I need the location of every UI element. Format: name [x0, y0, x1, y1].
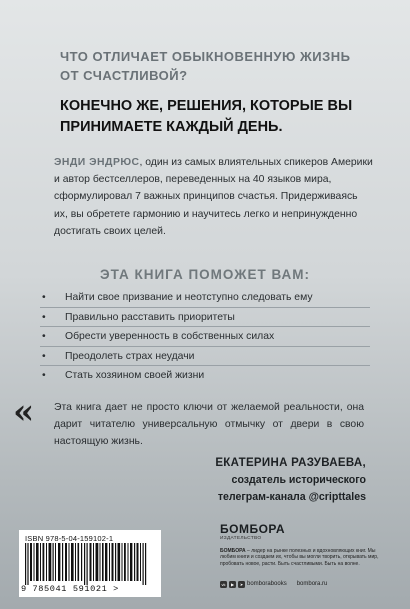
publisher-desc-text: – лидер на рынке полезных и вдохновляющих книг. Мы любим книги и создаем их, чтобы вы могли творить, открывать мир, пробовать новое, расти. Быть счастливыми. Быть на волне.	[220, 548, 379, 567]
bullet-icon: •	[42, 331, 46, 343]
benefits-list	[40, 288, 370, 386]
cover-question	[60, 47, 360, 85]
benefit-text: Найти свое призвание и неотступно следовать ему	[65, 292, 313, 303]
author-name: ЭНДИ ЭНДРЮС	[54, 157, 140, 168]
telegram-icon[interactable]: ➤	[239, 581, 244, 587]
quote-mark-icon: «	[13, 392, 35, 432]
bullet-icon: •	[42, 350, 46, 362]
youtube-icon[interactable]: ▶	[230, 581, 235, 587]
publisher-site-link[interactable]: bombora.ru	[296, 581, 328, 587]
question-line-1: ЧТО ОТЛИЧАЕТ ОБЫКНОВЕННУЮ ЖИЗНЬ	[60, 49, 351, 64]
quote-author-name: ЕКАТЕРИНА РАЗУВАЕВА,	[215, 457, 366, 469]
list-item	[40, 347, 370, 367]
benefits-heading: ЭТА КНИГА ПОМОЖЕТ ВАМ:	[99, 267, 311, 282]
question-line-2: ОТ СЧАСТЛИВОЙ?	[60, 68, 188, 83]
benefit-text: Обрести уверенность в собственных силах	[65, 331, 275, 343]
barcode-digits: 9 785041 591021 >	[21, 584, 119, 594]
list-item	[40, 366, 370, 386]
answer-line-1: КОНЕЧНО ЖЕ, РЕШЕНИЯ, КОТОРЫЕ ВЫ	[60, 98, 353, 114]
blurb-quote: Эта книга дает не просто ключи от желаемой реальности, она дарит читателю универсальную отмычку от двери в свою настоящую жизнь.	[54, 402, 364, 447]
cover-answer	[60, 96, 370, 138]
isbn-barcode	[19, 530, 161, 597]
bullet-icon: •	[42, 292, 46, 303]
quote-author-role-2: телеграм-канала @cripttales	[217, 491, 366, 503]
bullet-icon: •	[42, 311, 46, 323]
list-item	[40, 327, 370, 347]
vk-icon[interactable]: vk	[221, 581, 226, 587]
barcode-icon	[25, 543, 155, 585]
bullet-icon: •	[42, 370, 46, 382]
isbn-number: ISBN 978-5-04-159102-1	[25, 534, 114, 543]
publisher-subtitle: ИЗДАТЕЛЬСТВО	[220, 536, 262, 541]
publisher-handle[interactable]: bomborabooks	[247, 581, 287, 587]
author-bio	[54, 154, 374, 240]
answer-line-2: ПРИНИМАЕТЕ КАЖДЫЙ ДЕНЬ.	[60, 119, 283, 135]
publisher-logo: БОМБОРА	[220, 522, 286, 536]
publisher-desc-name: БОМБОРА	[220, 548, 246, 554]
publisher-social-links	[220, 580, 327, 588]
publisher-description	[220, 548, 390, 567]
list-item	[40, 308, 370, 328]
quote-attribution	[126, 455, 366, 505]
benefit-text: Правильно расставить приоритеты	[65, 311, 235, 323]
author-bio-text: , один из самых влиятельных спикеров Америки и автор бестселлеров, переведенных на 40 языков мира, сформулировал 7 важных принципов счастья. Придерживаясь их, вы обретете гармонию и научитесь легко и непринужденно достигать своих целей.	[54, 157, 373, 237]
benefit-text: Стать хозяином своей жизни	[65, 370, 205, 382]
list-item	[40, 288, 370, 308]
benefit-text: Преодолеть страх неудачи	[65, 350, 195, 362]
quote-author-role-1: создатель исторического	[231, 474, 366, 486]
